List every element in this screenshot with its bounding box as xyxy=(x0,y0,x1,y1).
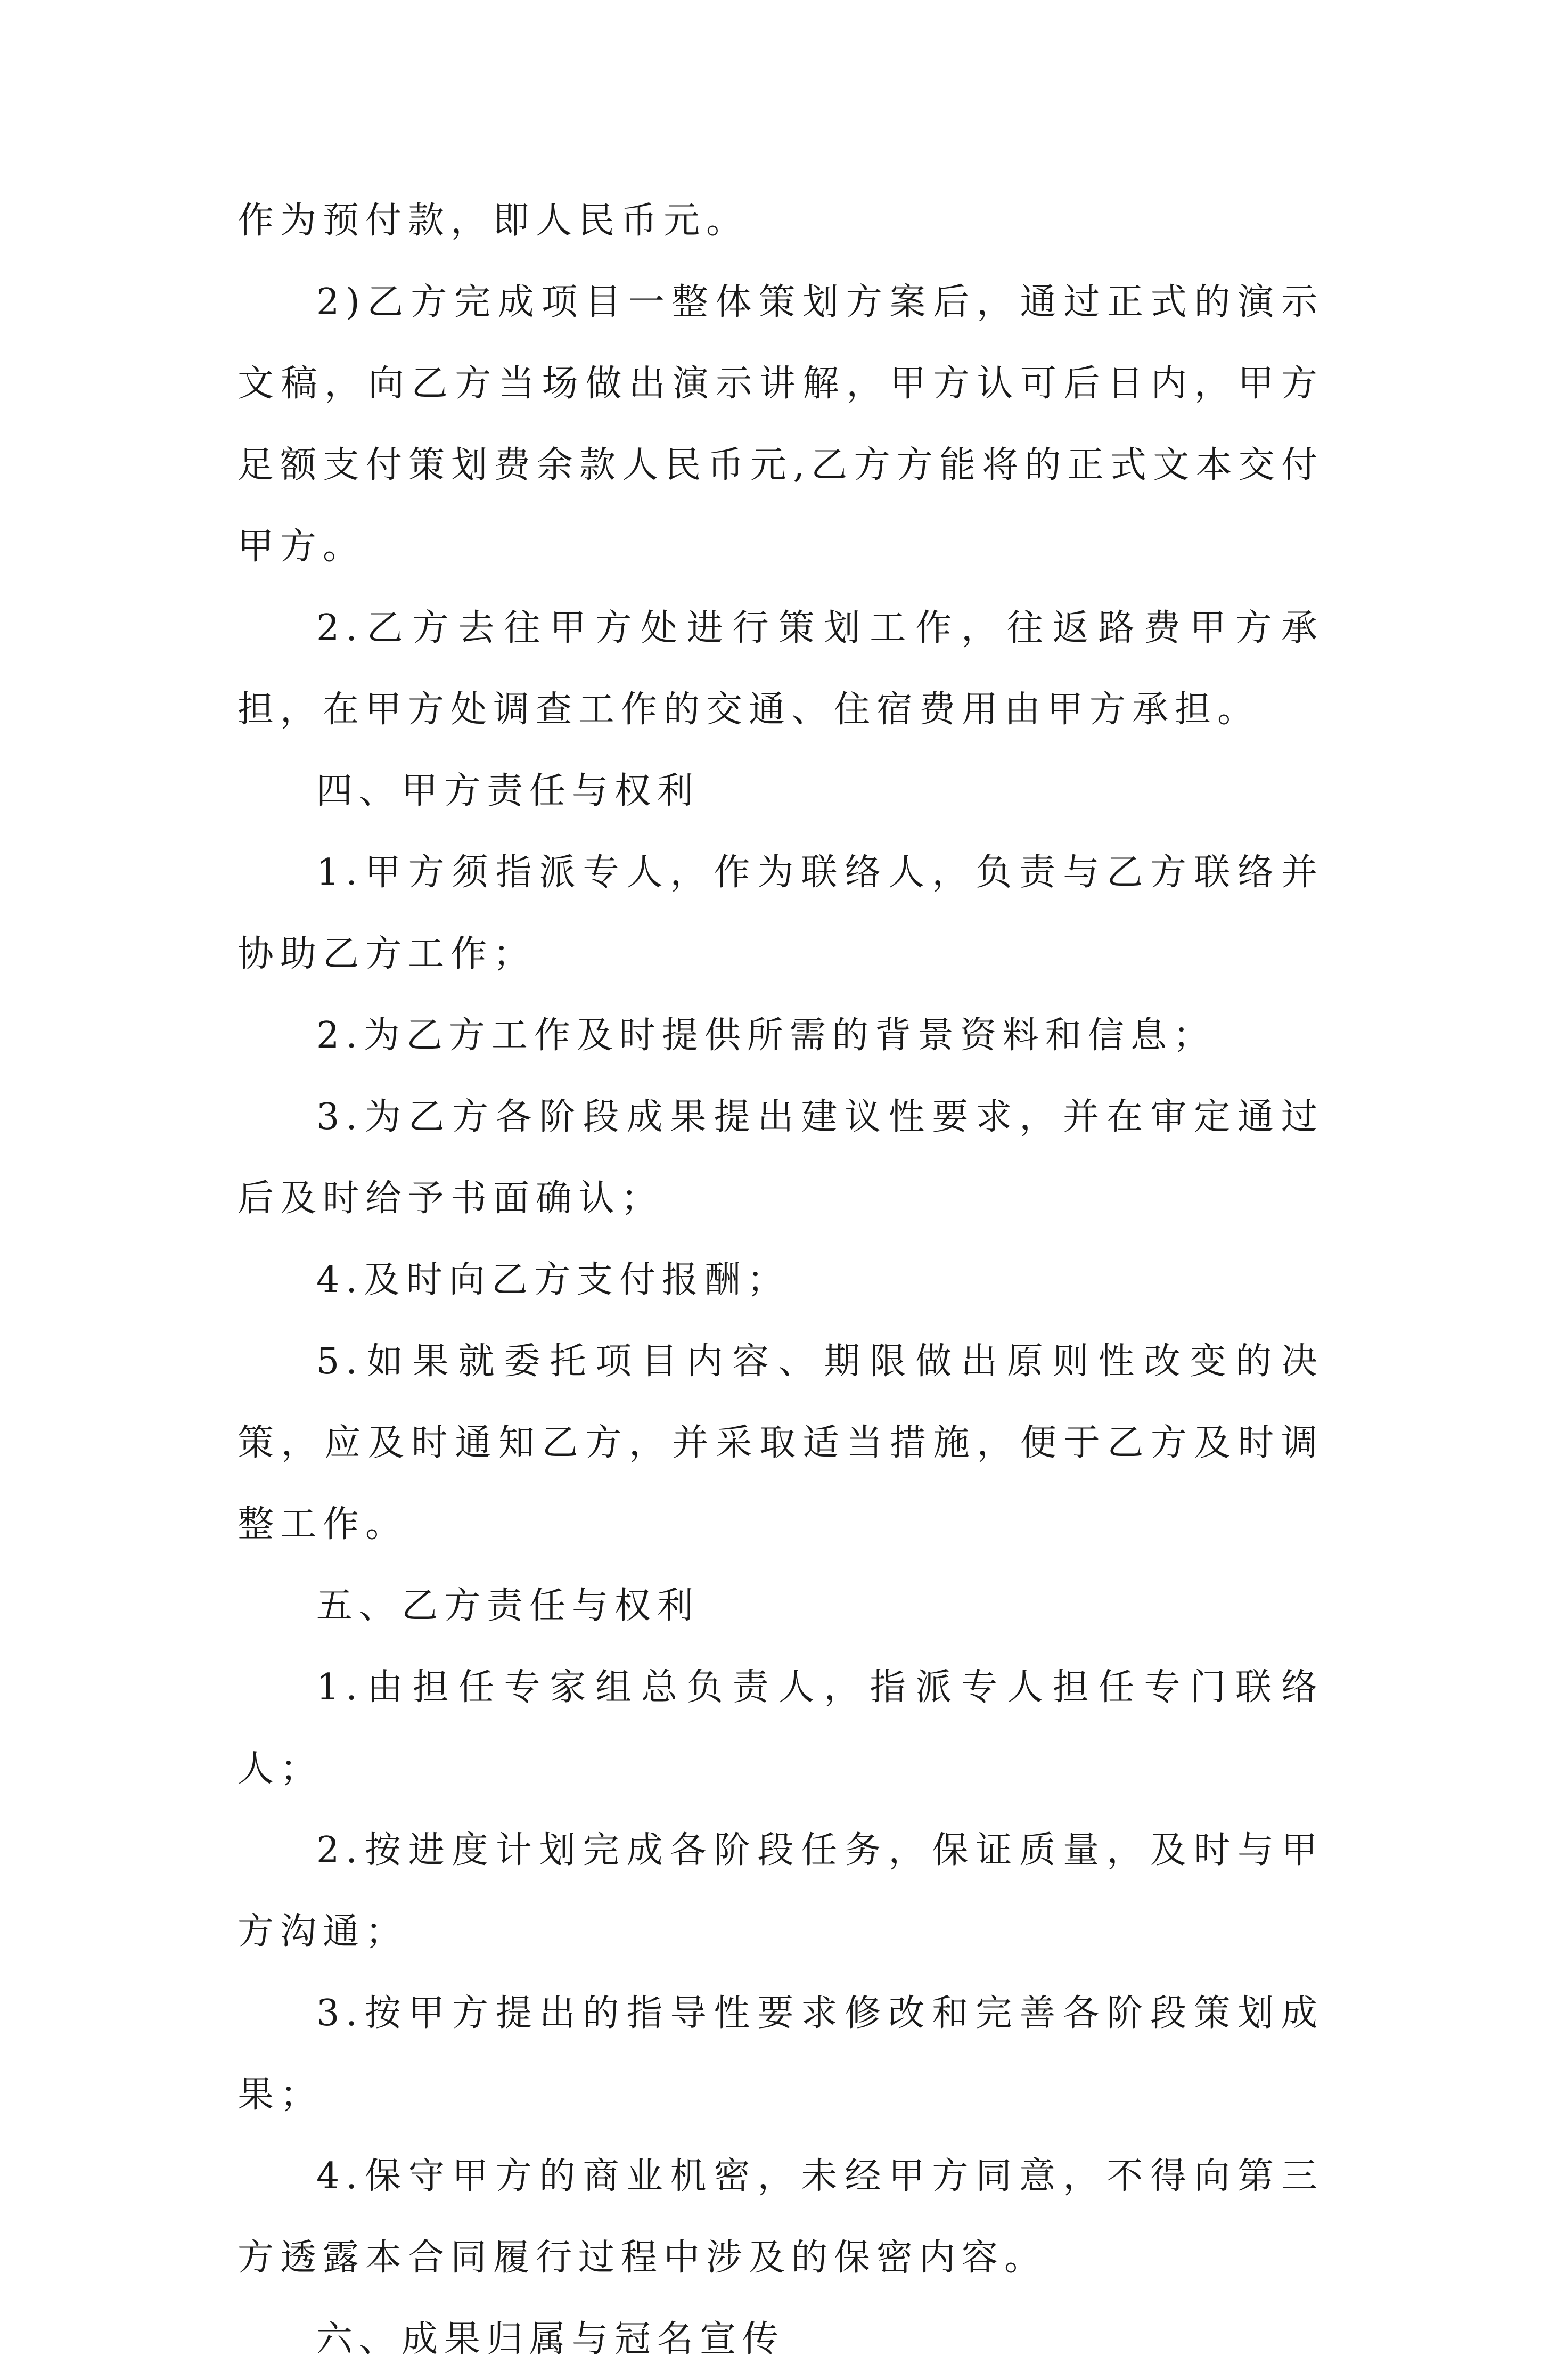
paragraph-travel-expenses: 2.乙方去往甲方处进行策划工作，往返路费甲方承担，在甲方处调查工作的交通、住宿费用由甲方承担。 xyxy=(237,607,1324,731)
section-heading-party-b-duties: 五、乙方责任与权利 xyxy=(316,1585,700,1627)
paragraph-party-b-item-4: 4.保守甲方的商业机密，未经甲方同意，不得向第三方透露本合同履行过程中涉及的保密内容。 xyxy=(237,2155,1324,2279)
section-heading-party-a-duties: 四、甲方责任与权利 xyxy=(316,770,700,812)
paragraph-party-a-item-1: 1.甲方须指派专人，作为联络人，负责与乙方联络并协助乙方工作； xyxy=(237,852,1324,975)
paragraph-party-b-item-2: 2.按进度计划完成各阶段任务，保证质量，及时与甲方沟通； xyxy=(237,1829,1324,1953)
paragraph-balance-payment: 2)乙方完成项目一整体策划方案后，通过正式的演示文稿，向乙方当场做出演示讲解，甲方认可后日内，甲方足额支付策划费余款人民币元,乙方方能将的正式文本交付甲方。 xyxy=(237,281,1324,568)
section-heading-ownership-and-naming: 六、成果归属与冠名宣传 xyxy=(316,2318,785,2360)
paragraph-prepayment-continuation: 作为预付款，即人民币元。 xyxy=(237,200,749,242)
paragraph-party-b-item-1: 1.由担任专家组总负责人，指派专人担任专门联络人； xyxy=(237,1666,1324,1790)
paragraph-party-a-item-2: 2.为乙方工作及时提供所需的背景资料和信息； xyxy=(316,1015,1216,1057)
paragraph-party-a-item-5: 5.如果就委托项目内容、期限做出原则性改变的决策，应及时通知乙方，并采取适当措施，便于乙方及时调整工作。 xyxy=(237,1340,1324,1545)
paragraph-party-b-item-3: 3.按甲方提出的指导性要求修改和完善各阶段策划成果； xyxy=(237,1992,1324,2116)
document-body xyxy=(237,180,1324,2380)
paragraph-party-a-item-4: 4.及时向乙方支付报酬； xyxy=(316,1259,790,1301)
paragraph-party-a-item-3: 3.为乙方各阶段成果提出建议性要求，并在审定通过后及时给予书面确认； xyxy=(237,1096,1324,1220)
